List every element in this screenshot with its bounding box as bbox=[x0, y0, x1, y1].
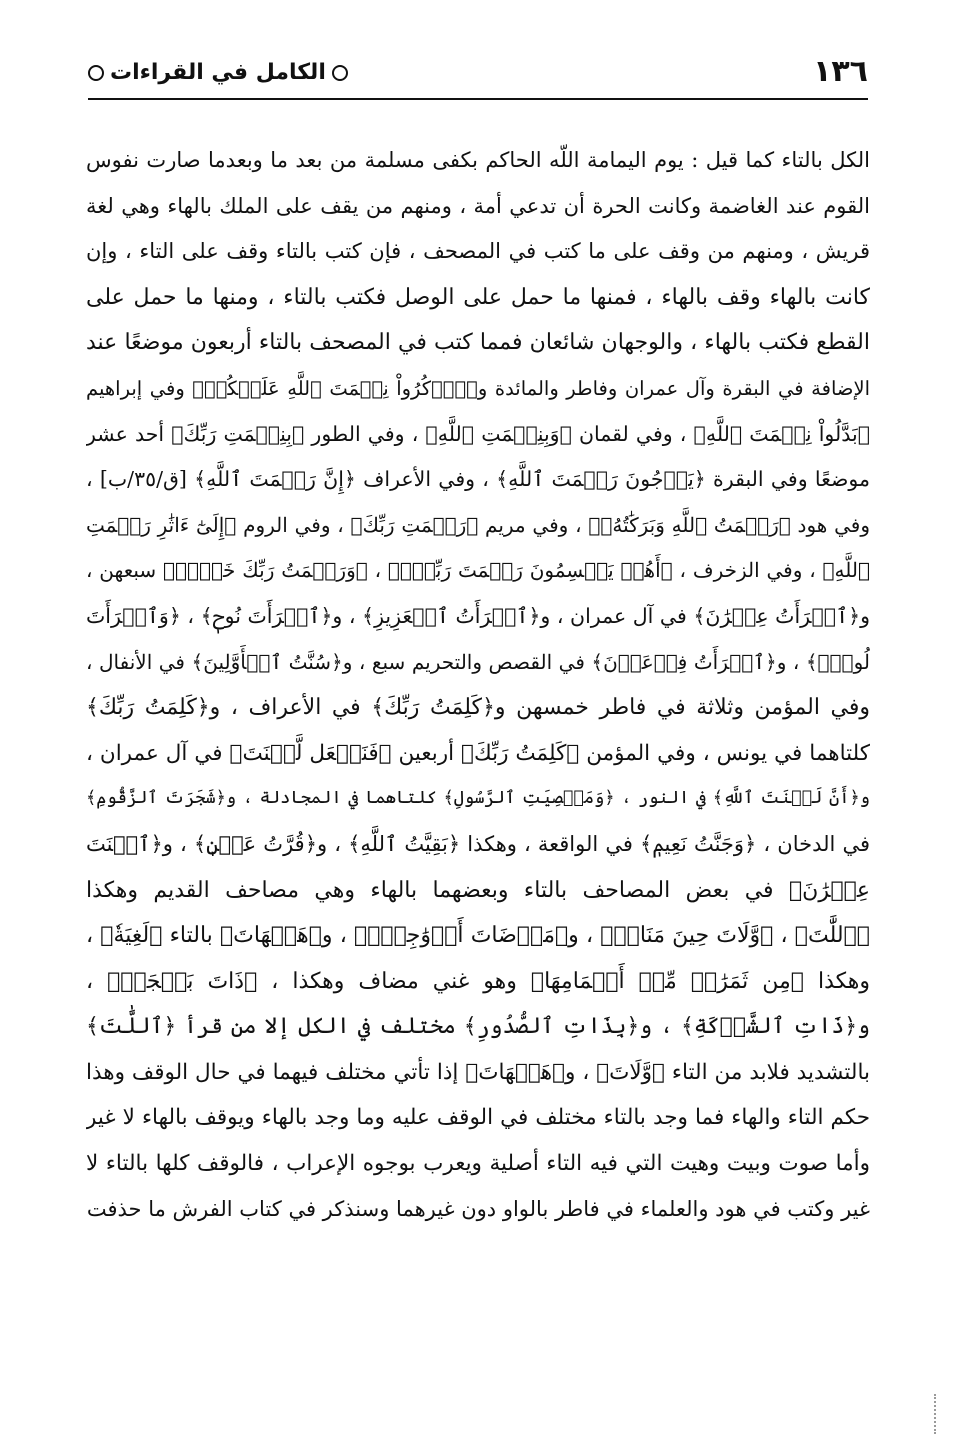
body-text bbox=[86, 138, 870, 1232]
text-line: القوم عند الغاضمة وكانت الحرة أن تدعي أمة ، ومنهم من يقف على الملك بالهاء وهي لغة bbox=[86, 193, 870, 218]
book-title-text: الكامل في القراءات bbox=[110, 60, 326, 85]
text-line: وأما صوت وبيت وهيت التي فيه التاء أصلية ويعرب بوجوه الإعراب ، فالوقف كلها بالتاء لا bbox=[86, 1151, 870, 1177]
text-line: ﴿بَدَّلُواْ نِعۡمَتَ ٱللَّهِ﴾ ، وفي لقمان ﴿وَبِنِعۡمَتِ ٱللَّهِ﴾ ، وفي الطور ﴿بِنِعۡمَتِ رَبِّكَ﴾ أحد عشر bbox=[86, 421, 870, 446]
text-line: ﴿ٱللَّٰتَ﴾ ، ﴿وَّلَاتَ حِينَ مَنَاصٖ﴾ ، و﴿مَرۡضَاتَ أَزۡوَٰجِكَۚ﴾ ، و﴿هَيۡهَاتَ﴾ بالتاء ﴿لَغِيَةٗ﴾ ، bbox=[86, 923, 870, 949]
text-line: كلتاهما في يونس ، وفي المؤمن ﴿كَلِمَتُ رَبِّكَ﴾ أربعين ﴿فَنَجۡعَل لَّعۡنَتَ﴾ في آل عمران ، bbox=[86, 740, 870, 766]
running-header bbox=[88, 52, 868, 96]
text-line: وهكذا ﴿مِن ثَمَرَٰتٖ مِّنۡ أَكۡمَامِهَا﴾ وهو غني مضاف وهكذا ، ﴿ذَاتَ بَهۡجَةٖ﴾ ، bbox=[86, 968, 870, 994]
text-line: قريش ، ومنهم من وقف على ما كتب في المصحف ، فإن كتب بالتاء وقف على التاء ، وإن bbox=[86, 239, 870, 264]
circle-ornament-icon bbox=[88, 65, 104, 81]
text-line: في الدخان ، ﴿وَجَنَّتُ نَعِيمٖ﴾ في الواقعة ، وهكذا ﴿بَقِيَّتُ ٱللَّهِ﴾ ، و﴿قُرَّتُ عَيۡنٖ﴾ ، و﴿ٱبۡنَتَ bbox=[86, 831, 870, 856]
circle-ornament-icon bbox=[332, 65, 348, 81]
text-line: الإضافة في البقرة وآل عمران وفاطر والمائدة و﴿ٱذۡكُرُواْ نِعۡمَتَ ٱللَّهِ عَلَيۡكُمۡ﴾ وفي إبراهيم bbox=[86, 376, 870, 400]
text-line: القطع فكتب بالهاء ، والوجهان شائعان فمما كتب في المصحف بالتاء أربعون موضعًا عند bbox=[86, 330, 870, 356]
text-line: لُوطٖۖ﴾ ، و﴿ٱمۡرَأَتُ فِرۡعَوۡنَ﴾ في القصص والتحريم سبع ، و﴿سُنَّتُ ٱلۡأَوَّلِينَ﴾ في الأنفال ، bbox=[86, 649, 870, 674]
text-line: وفي المؤمن وثلاثة في فاطر خمسهن و﴿كَلِمَتُ رَبِّكَ﴾ في الأعراف ، و﴿كَلِمَتُ رَبِّكَ﴾ bbox=[86, 695, 870, 721]
text-line: عِمۡرَٰنَ﴾ في بعض المصاحف بالتاء وبعضهما بالهاء وهي مصاحف القديم وهكذا bbox=[86, 877, 870, 903]
text-line: الكل بالتاء كما قيل : يوم اليمامة اللّه الحاكم بكفى مسلمة من بعد ما وبعدما صارت نفوس bbox=[86, 148, 870, 172]
header-rule bbox=[88, 98, 868, 100]
text-line: موضعًا وفي البقرة ﴿يَرۡجُونَ رَحۡمَتَ ٱللَّهِ﴾ ، وفي الأعراف ﴿إِنَّ رَحۡمَتَ ٱللَّهِ﴾ [ق/٣٥/ب] ، bbox=[86, 467, 870, 492]
text-line: و﴿ذَاتِ ٱلشَّوۡكَةِ﴾ ، و﴿بِذَاتِ ٱلصُّدُورِ﴾ مختلف في الكل إلا من قرأ ﴿ٱللَّٰتَ﴾ bbox=[86, 1014, 870, 1040]
text-line: ٱللَّهِ﴾ ، وفي الزخرف ، ﴿أَهُمۡ يَقۡسِمُونَ رَحۡمَتَ رَبِّكَۚ﴾ ، ﴿وَرَحۡمَتُ رَبِّكَ خَيۡرٞ﴾ سبعهن ، bbox=[86, 558, 870, 583]
text-line: غير وكتب في هود والعلماء في فاطر بالواو دون غيرهما وسنذكر في كتاب الفرش ما حذفت bbox=[86, 1196, 870, 1221]
page-number: ١٣٦ bbox=[813, 54, 868, 89]
text-line: بالتشديد فلابد من التاء ﴿وَّلَاتَ﴾ ، و﴿هَيۡهَاتَ﴾ إذا تأتي مختلف فيهما في حال الوقف وهذا bbox=[86, 1059, 870, 1085]
scan-margin-dots bbox=[928, 1394, 936, 1434]
book-title bbox=[88, 56, 348, 90]
text-line: وفي هود ﴿رَحۡمَتُ ٱللَّهِ وَبَرَكَٰتُهُۥ﴾ ، وفي مريم ﴿رَحۡمَتِ رَبِّكَ﴾ ، وفي الروم ﴿إِلَىٰٓ ءَاثَٰرِ رَحۡمَتِ bbox=[86, 512, 870, 537]
text-line: و﴿أَنَّ لَعۡنَتَ ٱللَّهِ﴾ في النور ، ﴿وَمَعۡصِيَتِ ٱلرَّسُولِ﴾ كلتاهما في المجادلة ، و﴿شَجَرَتَ ٱلزَّقُّومِ﴾ bbox=[86, 788, 870, 809]
text-line: و﴿ٱمۡرَأَتُ عِمۡرَٰنَ﴾ في آل عمران ، و﴿ٱمۡرَأَتُ ٱلۡعَزِيزِ﴾ ، و﴿ٱمۡرَأَتَ نُوحٖ﴾ ، ﴿وَٱمۡرَأَتَ bbox=[86, 603, 870, 628]
text-line: كانت بالهاء وقف بالهاء ، فمنها ما حمل على الوصل فكتب بالتاء ، ومنها ما حمل على bbox=[86, 284, 870, 310]
text-line: حكم التاء والهاء فما وجد بالتاء مختلف في الوقف عليه وما وجد بالهاء ويوقف بالهاء لا غير bbox=[86, 1105, 870, 1131]
